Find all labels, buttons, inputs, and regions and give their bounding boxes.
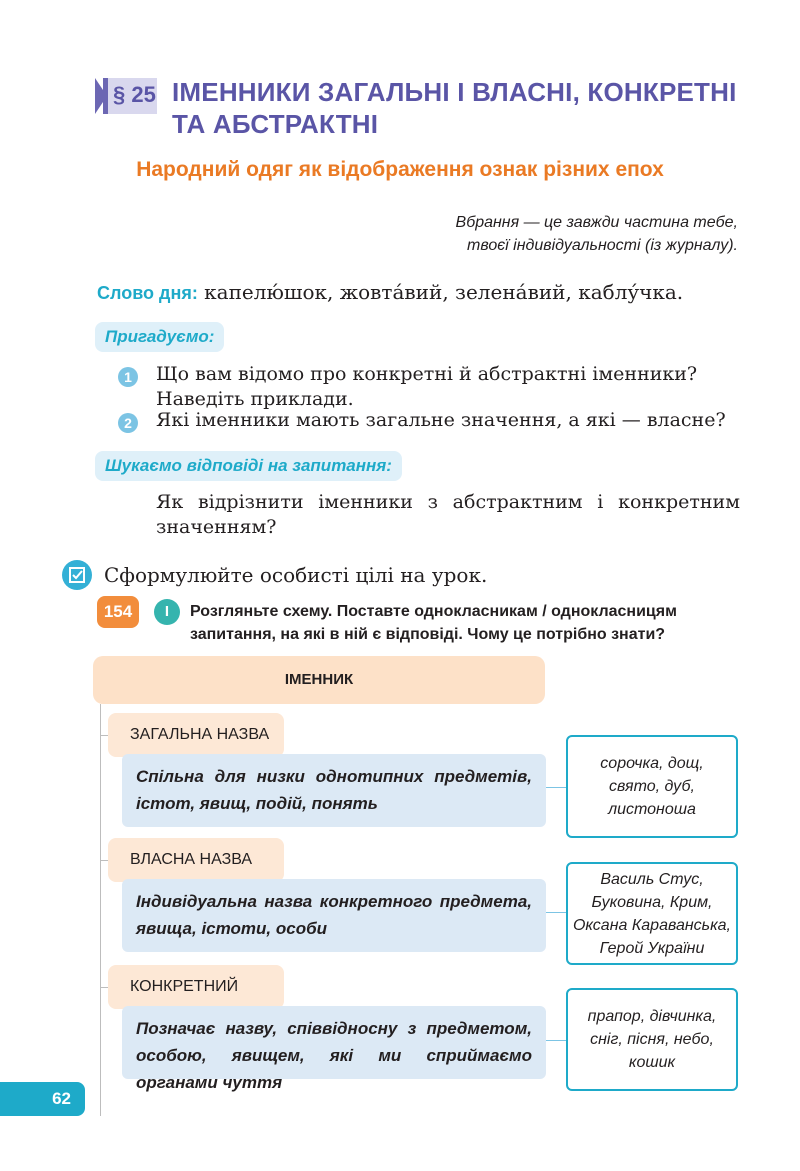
search-heading: Шукаємо відповіді на запитання: xyxy=(95,451,402,481)
example-line: сорочка, дощ, xyxy=(600,755,704,772)
section-title: ІМЕННИКИ ЗАГАЛЬНІ І ВЛАСНІ, КОНКРЕТНІ ТА АБСТРАКТНІ xyxy=(172,77,737,139)
scheme-examples xyxy=(566,735,738,838)
epigraph xyxy=(456,211,738,257)
epigraph-line: твоєї індивідуальності (із журналу). xyxy=(466,237,738,254)
scheme-example-connector xyxy=(546,912,566,913)
scheme-category: ВЛАСНА НАЗВА xyxy=(108,838,284,882)
section-number: § 25 xyxy=(113,82,156,107)
page-number: 62 xyxy=(0,1082,85,1116)
example-line: листоноша xyxy=(608,801,696,818)
example-line: Василь Стус, xyxy=(600,870,704,888)
scheme-definition: Індивідуальна назва конкретного предмета, явища, істоти, особи xyxy=(122,879,546,952)
lesson-subtitle: Народний одяг як відображення ознак різних епох xyxy=(136,158,664,181)
word-of-day xyxy=(97,280,683,304)
example-line: Оксана Караванська, xyxy=(572,916,731,934)
scheme-branch-line xyxy=(100,987,108,988)
question-number: 2 xyxy=(118,413,138,433)
scheme-definition: Спільна для низки однотипних предметів, істот, явищ, подій, понять xyxy=(122,754,546,827)
scheme-connector-line xyxy=(100,704,101,1116)
scheme-category: КОНКРЕТНИЙ xyxy=(108,965,284,1009)
section-badge xyxy=(95,78,157,114)
goal-icon xyxy=(62,560,92,590)
task-number-badge: 154 xyxy=(97,596,139,628)
word-of-day-label: Слово дня: xyxy=(97,283,198,303)
scheme-category: ЗАГАЛЬНА НАЗВА xyxy=(108,713,284,757)
scheme-branch-line xyxy=(100,735,108,736)
example-line: сніг, пісня, небо, xyxy=(590,1031,714,1048)
example-line: прапор, дівчинка, xyxy=(587,1008,717,1025)
word-of-day-words: капелю́шок, жовта́вий, зелена́вий, каблу́чка. xyxy=(204,280,684,304)
scheme-definition: Позначає назву, співвідносну з предметом, особою, явищем, які ми сприймаємо органами чуття xyxy=(122,1006,546,1079)
scheme-branch-line xyxy=(100,860,108,861)
recall-question: Що вам відомо про конкретні й абстрактні іменники? Наведіть приклади. xyxy=(156,363,698,410)
example-line: кошик xyxy=(628,1054,676,1071)
scheme-examples xyxy=(566,862,738,965)
task-text: Розгляньте схему. Поставте однокласникам / однокласницям запитання, на які в ній є відповіді. Чому це потрібно знати? xyxy=(190,603,677,643)
scheme-example-connector xyxy=(546,787,566,788)
goals-text: Сформулюйте особисті цілі на урок. xyxy=(104,563,488,587)
recall-question: Які іменники мають загальне значення, а які — власне? xyxy=(156,409,726,431)
example-line: Буковина, Крим, xyxy=(591,893,713,911)
question-number: 1 xyxy=(118,367,138,387)
scheme-examples xyxy=(566,988,738,1091)
example-line: свято, дуб, xyxy=(609,778,695,795)
epigraph-line: Вбрання — це завжди частина тебе, xyxy=(455,214,738,231)
search-question: Як відрізнити іменники з абстрактним і конкретним значенням? xyxy=(156,491,740,538)
example-line: Герой України xyxy=(599,939,705,957)
scheme-header: ІМЕННИК xyxy=(93,656,545,704)
scheme-example-connector xyxy=(546,1040,566,1041)
task-level-badge: І xyxy=(154,599,180,625)
recall-heading: Пригадуємо: xyxy=(95,322,224,352)
